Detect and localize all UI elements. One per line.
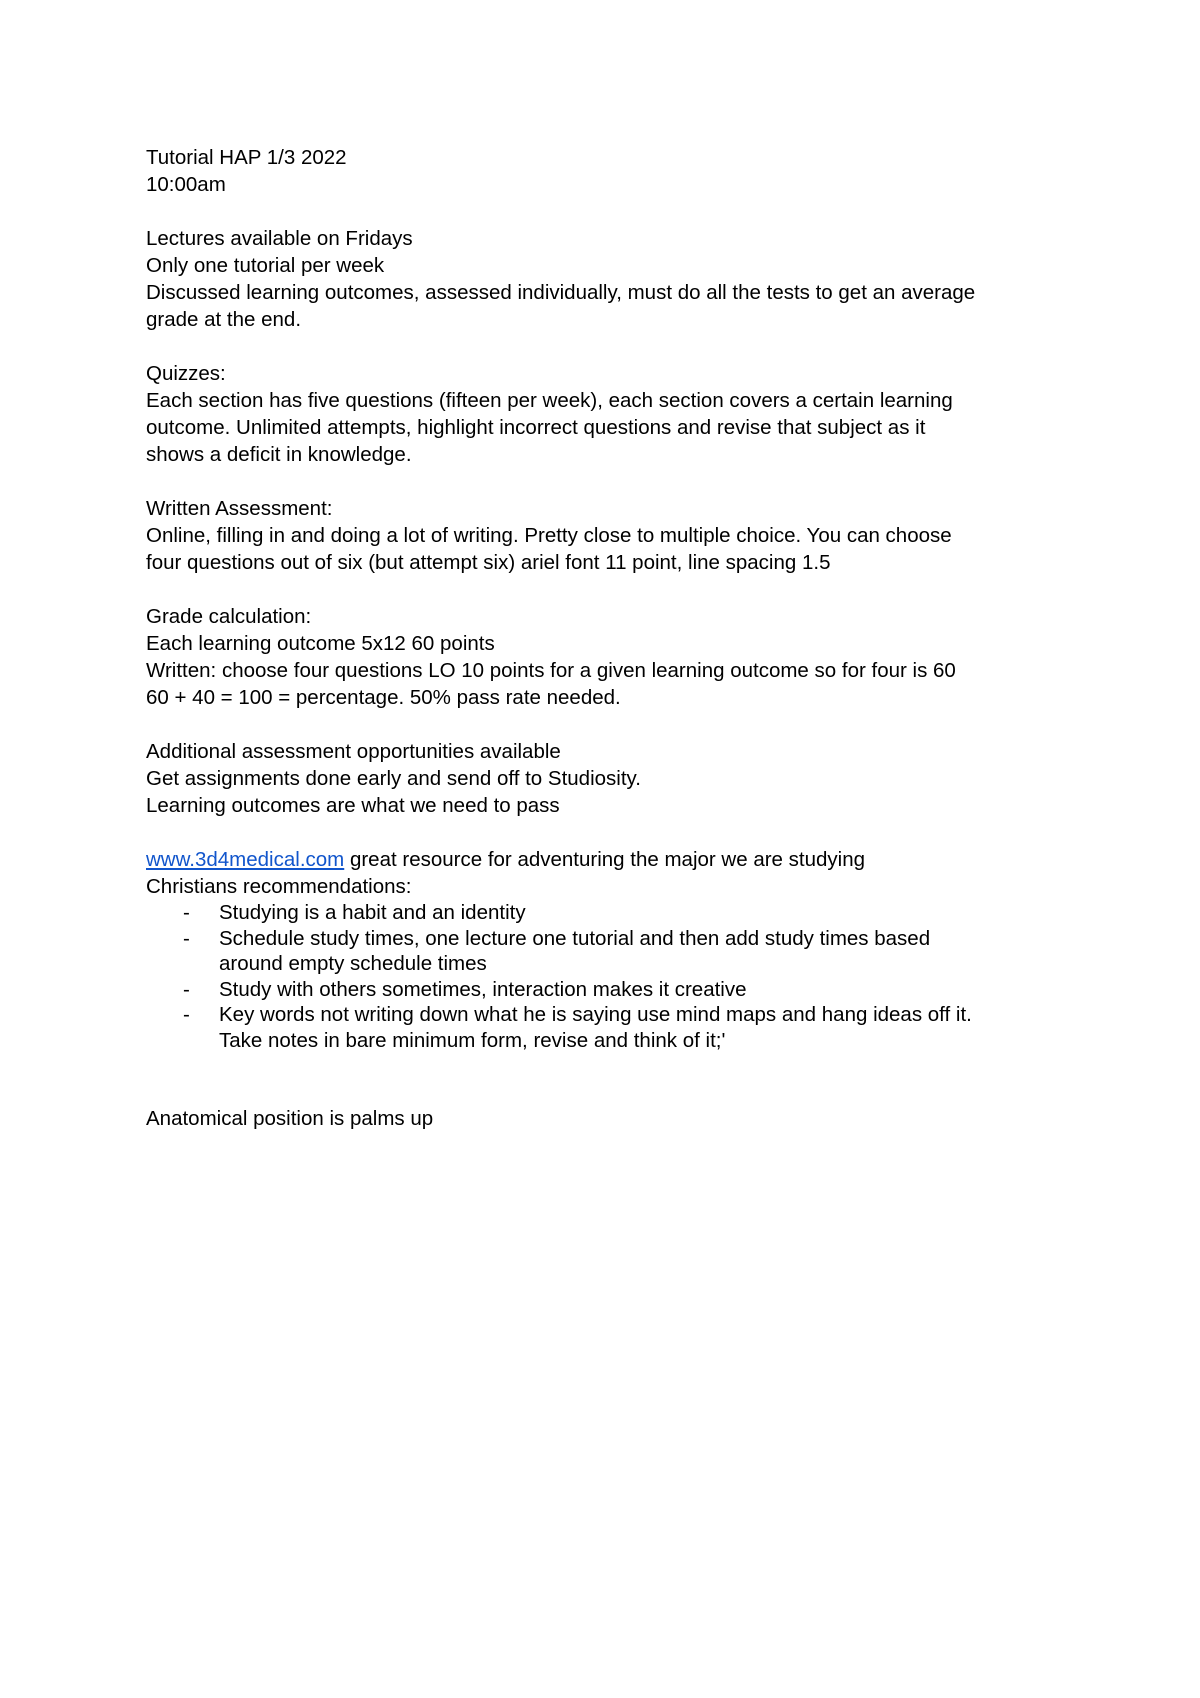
grade-text: Written: choose four questions LO 10 points for a given learning outcome so for four is 60: [146, 659, 956, 682]
document-page: [146, 144, 1076, 1132]
spacer: [146, 1053, 1076, 1105]
additional-text: Additional assessment opportunities available: [146, 740, 561, 763]
additional-text: Get assignments done early and send off to Studiosity.: [146, 767, 641, 790]
resource-description: great resource for adventuring the major we are studying: [344, 848, 865, 871]
list-item: [146, 900, 1076, 926]
quizzes-text: shows a deficit in knowledge.: [146, 443, 412, 466]
list-item: [146, 926, 1076, 977]
spacer: [146, 819, 1076, 846]
grade-text: Each learning outcome 5x12 60 points: [146, 632, 495, 655]
spacer: [146, 333, 1076, 360]
closing-text: Anatomical position is palms up: [146, 1107, 434, 1130]
resource-line: [146, 846, 1076, 873]
resource-link[interactable]: www.3d4medical.com: [146, 848, 345, 871]
list-item-text: Schedule study times, one lecture one tutorial and then add study times based: [219, 926, 931, 950]
bullet-dash: -: [183, 926, 190, 950]
spacer: [146, 711, 1076, 738]
list-item: [146, 977, 1076, 1003]
intro-line: Only one tutorial per week: [146, 254, 385, 277]
recommendations-list: [146, 900, 1076, 1053]
list-item-text: Study with others sometimes, interaction makes it creative: [219, 977, 747, 1001]
quizzes-text: outcome. Unlimited attempts, highlight incorrect questions and revise that subject as it: [146, 416, 926, 439]
list-item-text-continued: Take notes in bare minimum form, revise and think of it;': [219, 1028, 726, 1052]
bullet-dash: -: [183, 977, 190, 1001]
list-item-text-continued: around empty schedule times: [219, 952, 487, 975]
additional-text: Learning outcomes are what we need to pass: [146, 794, 560, 817]
spacer: [146, 468, 1076, 495]
spacer: [146, 198, 1076, 225]
bullet-dash: -: [183, 1003, 190, 1026]
list-item-text: Studying is a habit and an identity: [219, 901, 526, 924]
bullet-dash: -: [183, 901, 190, 924]
quizzes-text: Each section has five questions (fifteen per week), each section covers a certain learning: [146, 389, 953, 412]
list-item-text: Key words not writing down what he is saying use mind maps and hang ideas off it.: [219, 1003, 972, 1026]
doc-time: 10:00am: [146, 173, 226, 196]
doc-title: Tutorial HAP 1/3 2022: [146, 146, 347, 169]
spacer: [146, 576, 1076, 603]
grade-text: 60 + 40 = 100 = percentage. 50% pass rate needed.: [146, 686, 621, 709]
intro-line: grade at the end.: [146, 308, 302, 331]
intro-line: Discussed learning outcomes, assessed individually, must do all the tests to get an average: [146, 281, 976, 304]
written-text: four questions out of six (but attempt six) ariel font 11 point, line spacing 1.5: [146, 551, 831, 574]
intro-line: Lectures available on Fridays: [146, 227, 413, 250]
grade-heading: Grade calculation:: [146, 605, 312, 628]
written-text: Online, filling in and doing a lot of writing. Pretty close to multiple choice. You can choose: [146, 524, 952, 547]
recommendations-heading: Christians recommendations:: [146, 875, 412, 898]
written-heading: Written Assessment:: [146, 497, 333, 520]
list-item: [146, 1002, 1076, 1053]
quizzes-heading: Quizzes:: [146, 362, 226, 385]
